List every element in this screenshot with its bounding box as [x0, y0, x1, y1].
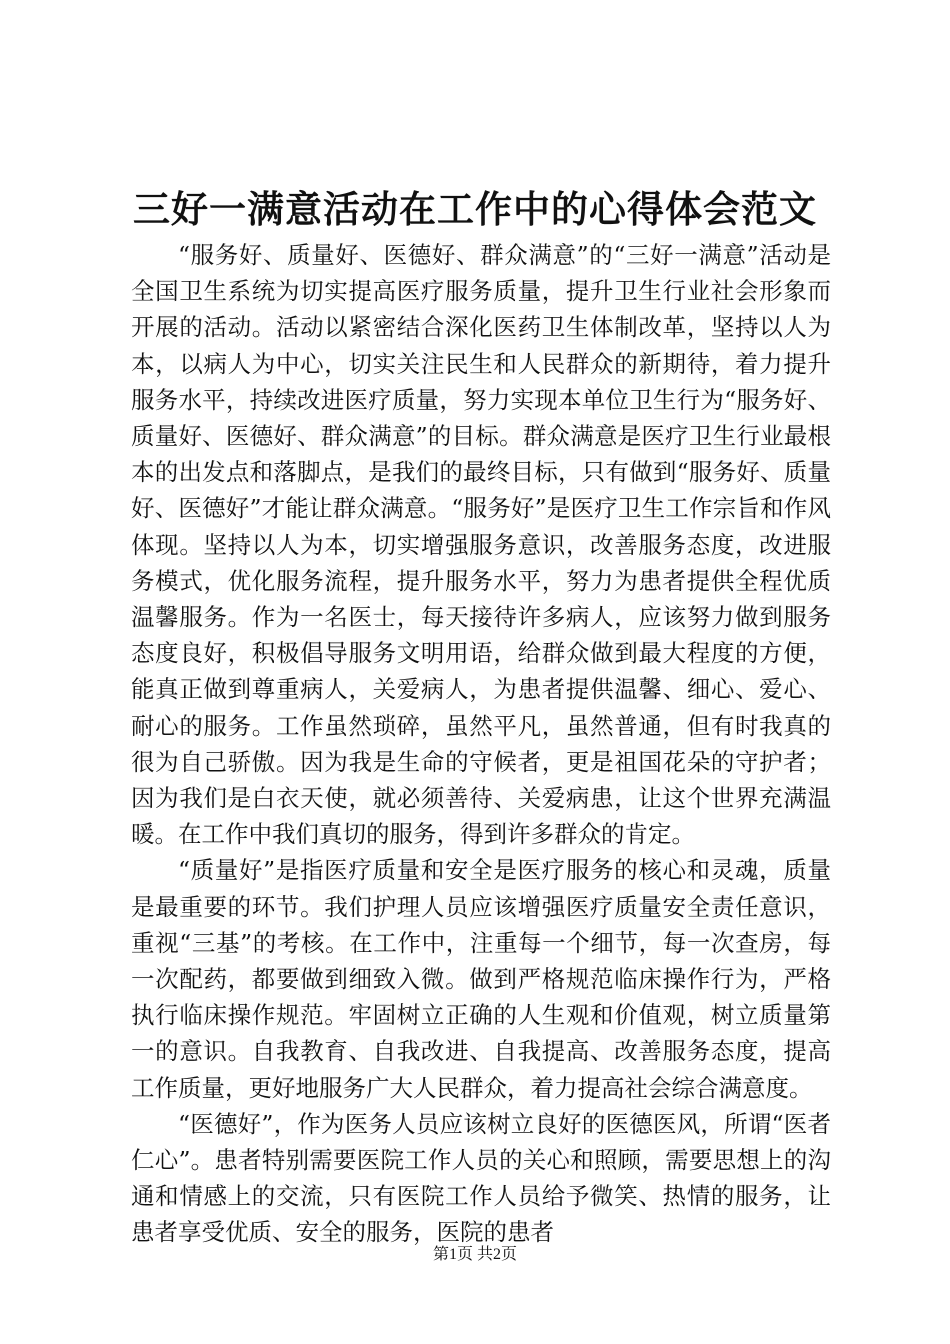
paragraph-service: “服务好、质量好、医德好、群众满意”的“三好一满意”活动是全国卫生系统为切实提高医疗服务质量，提升卫生行业社会形象而开展的活动。活动以紧密结合深化医药卫生体制改革，坚持以人为本，以病人为中心，切实关注民生和人民群众的新期待，着力提升服务水平，持续改进医疗质量，努力实现本单位卫生行为“服务好、质量好、医德好、群众满意”的目标。群众满意是医疗卫生行业最根本的出发点和落脚点，是我们的最终目标，只有做到“服务好、质量好、医德好”才能让群众满意。“服务好”是医疗卫生工作宗旨和作风体现。坚持以人为本，切实增强服务意识，改善服务态度，改进服务模式，优化服务流程，提升服务水平，努力为患者提供全程优质温馨服务。作为一名医士，每天接待许多病人，应该努力做到服务态度良好，积极倡导服务文明用语，给群众做到最大程度的方便，能真正做到尊重病人，关爱病人，为患者提供温馨、细心、爱心、耐心的服务。工作虽然琐碎，虽然平凡，虽然普通，但有时我真的很为自己骄傲。因为我是生命的守候者，更是祖国花朵的守护者；因为我们是白衣天使，就必须善待、关爱病患，让这个世界充满温暖。在工作中我们真切的服务，得到许多群众的肯定。: [131, 241, 831, 849]
document-body: [131, 237, 831, 1251]
paragraph-quality: “质量好”是指医疗质量和安全是医疗服务的核心和灵魂，质量是最重要的环节。我们护理人员应该增强医疗质量安全责任意识，重视“三基”的考核。在工作中，注重每一个细节，每一次查房，每一次配药，都要做到细致入微。做到严格规范临床操作行为，严格执行临床操作规范。牢固树立正确的人生观和价值观，树立质量第一的意识。自我教育、自我改进、自我提高、改善服务态度，提高工作质量，更好地服务广大人民群众，着力提高社会综合满意度。: [131, 856, 831, 1102]
page-number-footer: 第1页 共2页: [432, 1246, 517, 1263]
paragraph-ethics: “医德好”，作为医务人员应该树立良好的医德医风，所谓“医者仁心”。患者特别需要医院工作人员的关心和照顾，需要思想上的沟通和情感上的交流，只有医院工作人员给予微笑、热情的服务，让患者享受优质、安全的服务，医院的患者: [131, 1109, 831, 1247]
page-title: 三好一满意活动在工作中的心得体会范文: [133, 187, 817, 231]
